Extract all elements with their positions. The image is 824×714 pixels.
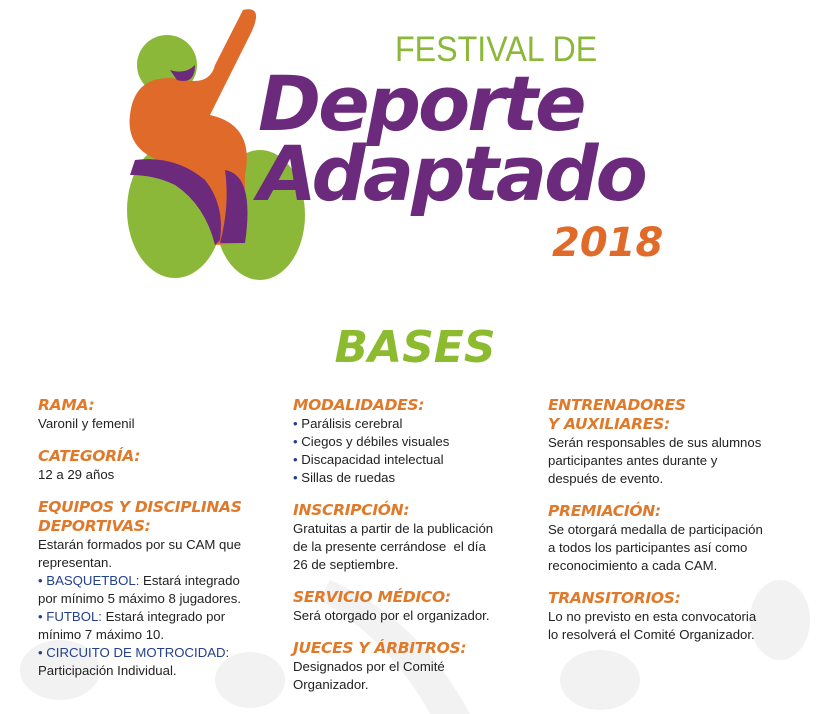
text: Estará integrado por (101, 609, 226, 624)
section-premiacion (548, 502, 818, 575)
heading: ENTRENADORES (548, 396, 686, 414)
text: mínimo 7 máximo 10. (38, 627, 165, 642)
festival-label: FESTIVAL DE (395, 30, 598, 69)
text: Gratuitas a partir de la publicación (293, 521, 494, 536)
text: Será otorgado por el organizador. (293, 608, 490, 623)
right-column (548, 396, 818, 658)
section-servicio-medico (293, 588, 543, 625)
list-item: • CIRCUITO DE MOTROCIDAD: (38, 645, 230, 660)
middle-column (293, 396, 543, 708)
text: Lo no previsto en esta convocatoria (548, 609, 757, 624)
text: 26 de septiembre. (293, 557, 399, 572)
heading: DEPORTIVAS: (38, 517, 151, 535)
section-modalidades (293, 396, 543, 487)
bases-heading: BASES (334, 322, 496, 373)
title-year: 2018 (552, 220, 664, 266)
list-item: • Parálisis cerebral (293, 416, 403, 431)
text: después de evento. (548, 471, 664, 486)
text: Sillas de ruedas (301, 470, 396, 485)
list-item: • FUTBOL: Estará integrado por (38, 609, 226, 624)
heading: INSCRIPCIÓN: (293, 501, 410, 519)
text: Estará integrado (139, 573, 240, 588)
heading: MODALIDADES: (293, 396, 425, 414)
text: representan. (38, 555, 113, 570)
text: Participación Individual. (38, 663, 177, 678)
text: lo resolverá el Comité Organizador. (548, 627, 755, 642)
list-item: • Sillas de ruedas (293, 470, 396, 485)
left-column (38, 396, 288, 694)
section-jueces (293, 639, 543, 694)
text: Designados por el Comité (293, 659, 445, 674)
text: Estarán formados por su CAM que (38, 537, 242, 552)
text: reconocimiento a cada CAM. (548, 558, 718, 573)
heading: TRANSITORIOS: (548, 589, 681, 607)
text: Ciegos y débiles visuales (301, 434, 450, 449)
text: Parálisis cerebral (301, 416, 403, 431)
text: por mínimo 5 máximo 8 jugadores. (38, 591, 242, 606)
section-equipos (38, 498, 288, 680)
heading: PREMIACIÓN: (548, 502, 661, 520)
list-item: • BASQUETBOL: Estará integrado (38, 573, 240, 588)
text: 12 a 29 años (38, 467, 115, 482)
list-item: • Ciegos y débiles visuales (293, 434, 450, 449)
section-categoria (38, 447, 288, 484)
title-adaptado: Adaptado (258, 129, 645, 218)
item-label: BASQUETBOL: (46, 573, 140, 588)
heading: CATEGORÍA: (38, 447, 141, 465)
heading: Y AUXILIARES: (548, 415, 670, 433)
item-label: FUTBOL: (46, 609, 102, 624)
text: participantes antes durante y (548, 453, 718, 468)
text: Organizador. (293, 677, 369, 692)
section-inscripcion (293, 501, 543, 574)
section-entrenadores (548, 396, 818, 488)
section-transitorios (548, 589, 818, 644)
text: de la presente cerrándose el día (293, 539, 486, 554)
heading: SERVICIO MÉDICO: (293, 588, 451, 606)
list-item: • Discapacidad intelectual (293, 452, 444, 467)
text: Serán responsables de sus alumnos (548, 435, 762, 450)
heading: EQUIPOS Y DISCIPLINAS (38, 498, 242, 516)
text: Varonil y femenil (38, 416, 135, 431)
section-rama (38, 396, 288, 433)
text: a todos los participantes así como (548, 540, 748, 555)
item-label: CIRCUITO DE MOTROCIDAD: (46, 645, 230, 660)
heading: RAMA: (38, 396, 95, 414)
text: Se otorgará medalla de participación (548, 522, 763, 537)
heading: JUECES Y ÁRBITROS: (293, 639, 467, 657)
title-deporte: Deporte (258, 59, 584, 148)
text: Discapacidad intelectual (301, 452, 444, 467)
